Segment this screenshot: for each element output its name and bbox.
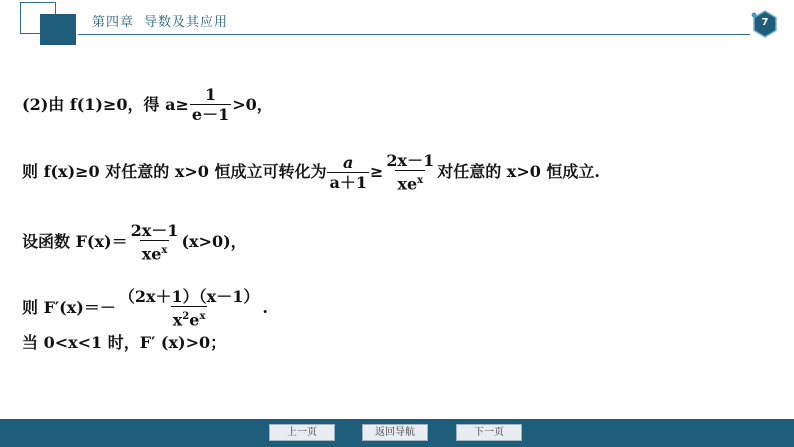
denominator-base: xe	[397, 174, 418, 194]
header-decor-filled-box	[40, 14, 76, 45]
denominator-e: e	[189, 310, 200, 330]
line1-tail: >0，	[232, 94, 273, 114]
page-number-badge	[750, 9, 780, 39]
line4-text: 则 F′(x)＝－	[22, 298, 116, 318]
denominator-exponent: x	[417, 175, 424, 186]
next-page-button[interactable]: 下一页	[456, 424, 522, 441]
header-divider	[78, 34, 750, 35]
chapter-title	[92, 11, 228, 30]
fraction-numerator: （2x＋1）（x－1）	[118, 287, 260, 306]
line2-text: 则 f(x)≥0 对任意的 x>0 恒成立可转化为	[22, 162, 327, 182]
denominator-exponent: 2	[182, 311, 190, 322]
fraction-numerator: 1	[204, 85, 217, 104]
content-line-5	[22, 333, 226, 353]
fraction	[384, 152, 436, 192]
back-to-nav-button[interactable]: 返回导航	[362, 424, 428, 441]
geq-sign: ≥	[369, 162, 384, 182]
line3-text: 设函数 F(x)＝	[22, 232, 128, 252]
line3-tail: (x>0)，	[181, 232, 247, 252]
content-line-1	[22, 86, 273, 123]
content-line-2	[22, 152, 600, 192]
chapter-label: 第四章	[92, 15, 135, 30]
fraction-numerator: 2x－1	[386, 151, 435, 170]
content-line-4	[22, 288, 268, 328]
fraction-numerator: a	[343, 152, 354, 172]
fraction	[327, 154, 369, 191]
denominator-exponent: x	[161, 245, 168, 256]
denominator-base: xe	[141, 244, 162, 264]
fraction-numerator: 2x－1	[130, 221, 179, 240]
line4-tail: .	[262, 298, 268, 318]
prev-page-button[interactable]: 上一页	[269, 424, 335, 441]
chapter-topic: 导数及其应用	[144, 15, 229, 30]
fraction-denominator	[140, 240, 170, 262]
fraction	[190, 86, 231, 123]
content-line-3	[22, 222, 247, 262]
page-number: 7	[761, 17, 769, 28]
denominator-exponent: x	[199, 311, 206, 322]
fraction	[117, 288, 261, 328]
line2-tail: 对任意的 x>0 恒成立.	[437, 162, 600, 182]
fraction-denominator	[171, 306, 208, 328]
fraction-denominator: a＋1	[329, 172, 367, 192]
denominator-base: x	[172, 310, 183, 330]
fraction	[129, 222, 181, 262]
fraction-denominator: e－1	[191, 105, 230, 124]
fraction-denominator	[395, 170, 425, 192]
line1-text: (2)由 f(1)≥0，得 a≥	[22, 94, 189, 114]
line5-text: 当 0<x<1 时，F′ (x)>0；	[22, 333, 227, 352]
